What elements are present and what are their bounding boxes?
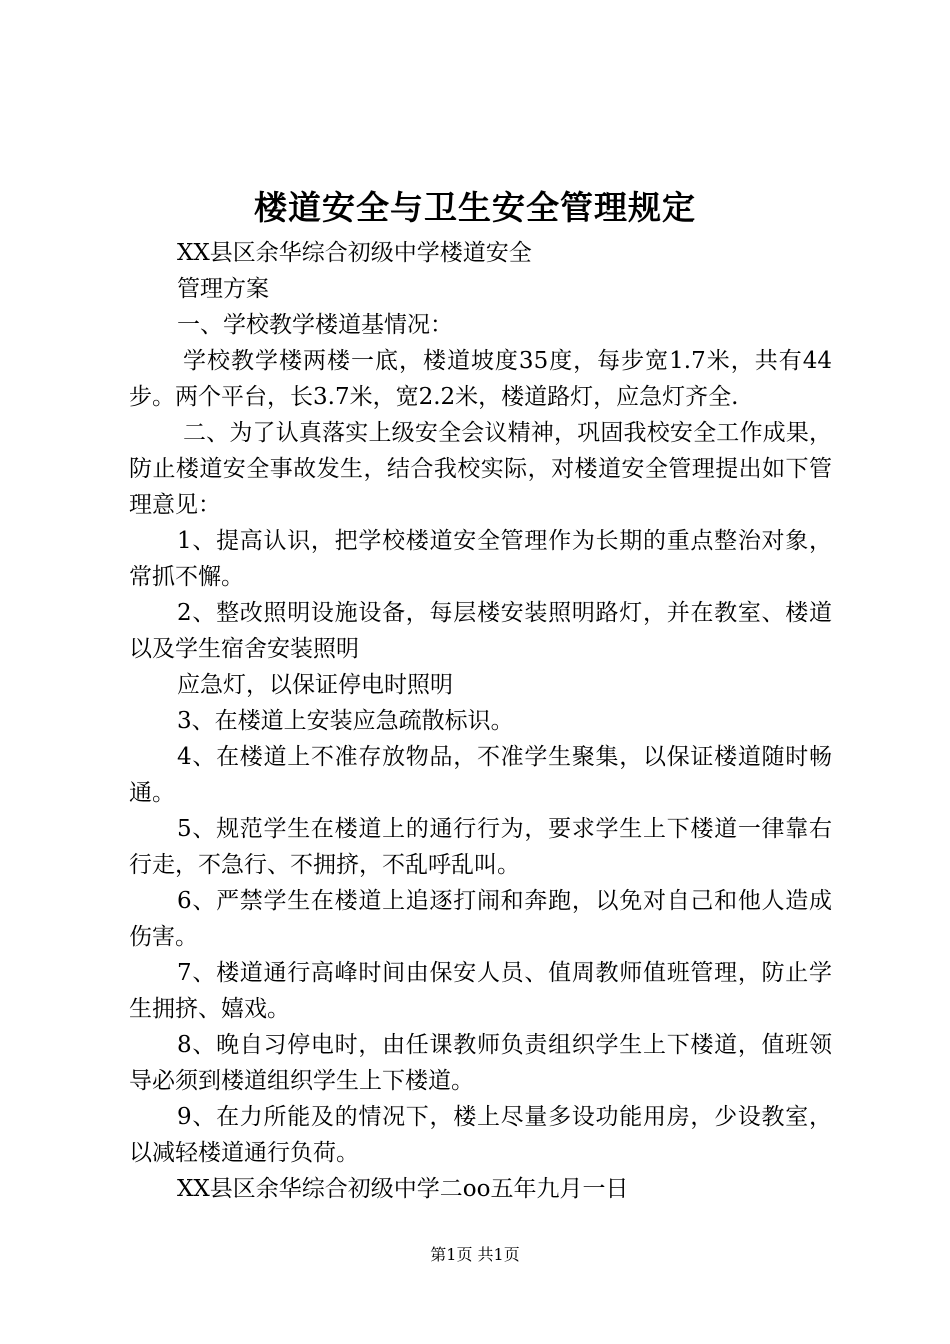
paragraph-school-heading: XX县区余华综合初级中学楼道安全 [177,240,532,266]
paragraph-plan-heading: 管理方案 [177,276,269,302]
paragraph-item-2-continued: 应急灯，以保证停电时照明 [177,672,453,698]
paragraph-signature-date: XX县区余华综合初级中学二oo五年九月一日 [177,1176,629,1202]
paragraph-item-1: 1、提高认识，把学校楼道安全管理作为长期的重点整治对象，常抓不懈。 [129,528,832,590]
paragraph-item-3: 3、在楼道上安装应急疏散标识。 [177,708,514,734]
paragraph-item-5: 5、规范学生在楼道上的通行行为，要求学生上下楼道一律靠右行走，不急行、不拥挤，不乱呼乱叫。 [129,816,832,878]
paragraph-section-two-intro: 二、为了认真落实上级安全会议精神，巩固我校安全工作成果，防止楼道安全事故发生，结合我校实际，对楼道安全管理提出如下管理意见： [129,420,832,518]
paragraph-item-7: 7、楼道通行高峰时间由保安人员、值周教师值班管理，防止学生拥挤、嬉戏。 [129,960,832,1022]
paragraph-section-one-heading: 一、学校教学楼道基情况： [177,312,453,338]
document-title: 楼道安全与卫生安全管理规定 [254,188,696,227]
document-body [129,235,832,1207]
paragraph-item-4: 4、在楼道上不准存放物品，不准学生聚集，以保证楼道随时畅通。 [129,744,832,806]
paragraph-item-2: 2、整改照明设施设备，每层楼安装照明路灯，并在教室、楼道以及学生宿舍安装照明 [129,600,832,662]
paragraph-item-9: 9、在力所能及的情况下，楼上尽量多设功能用房，少设教室，以减轻楼道通行负荷。 [129,1104,832,1166]
paragraph-item-8: 8、晚自习停电时，由任课教师负责组织学生上下楼道，值班领导必须到楼道组织学生上下楼道。 [129,1032,832,1094]
page-footer: 第1页 共1页 [430,1245,520,1264]
paragraph-item-6: 6、严禁学生在楼道上追逐打闹和奔跑，以免对自己和他人造成伤害。 [129,888,832,950]
paragraph-building-description: 学校教学楼两楼一底，楼道坡度35度，每步宽1.7米，共有44步。两个平台，长3.7米，宽2.2米，楼道路灯，应急灯齐全. [129,348,832,410]
